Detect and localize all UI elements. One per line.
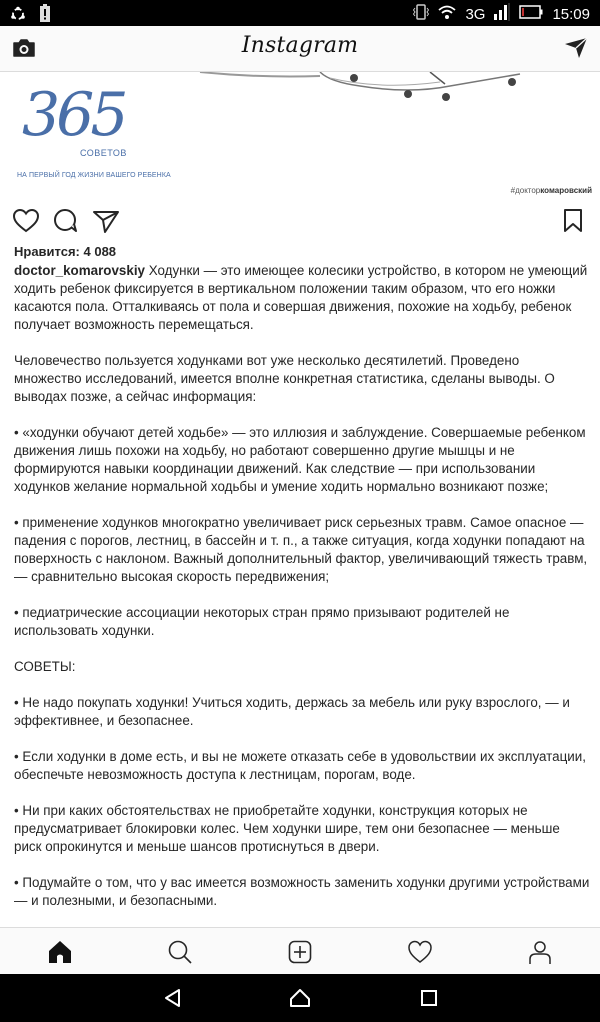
caption-paragraph: • «ходунки обучают детей ходьбе» — это иллюзия и заблуждение. Совершаемые ребенком движения лишь похожи на ходьбу, но работают совершенно другие мышцы и не формируются навыки координации движений. Как следствие — при использовании ходунков желание нормальной ходьбы и умение ходить нормально возникают позже; xyxy=(14,425,586,494)
back-icon xyxy=(163,988,183,1008)
logo-word: СОВЕТОВ xyxy=(80,148,127,158)
logo-number: 365 xyxy=(22,80,125,150)
clock: 15:09 xyxy=(552,5,590,23)
network-type: 3G xyxy=(465,5,486,23)
status-bar xyxy=(0,0,600,26)
direct-message-icon[interactable] xyxy=(564,37,588,64)
system-nav-bar xyxy=(0,974,600,1022)
post-actions xyxy=(0,200,600,240)
signal-icon xyxy=(494,3,510,25)
search-icon xyxy=(167,939,193,965)
sync-icon xyxy=(10,5,26,26)
caption-text: Ходунки — это имеющее колесики устройство, в котором не умеющий ходить ребенок фиксируется в вертикальном положении таким образом, что его ножки касаются пола. Отталкиваясь от пола и совершая движения, похожие на ходьбу, ребенок получает возможность перемещаться. xyxy=(14,263,588,332)
nav-home[interactable] xyxy=(45,938,75,966)
battery-low-icon xyxy=(519,5,543,23)
nav-new-post[interactable] xyxy=(285,938,315,966)
app-title: Instagram xyxy=(241,33,359,58)
username-link[interactable]: doctor_komarovskiy xyxy=(14,263,145,278)
vibrate-icon xyxy=(413,3,429,25)
likes-count[interactable]: Нравится: 4 088 xyxy=(14,244,117,259)
home-outline-icon xyxy=(289,988,311,1008)
365-tips-logo xyxy=(12,80,171,185)
heart-outline-icon xyxy=(407,939,433,965)
app-bar xyxy=(0,26,600,72)
recents-button[interactable] xyxy=(420,988,438,1013)
hashtag-bold: комаровский xyxy=(540,186,592,195)
wifi-icon xyxy=(438,4,456,24)
caption-paragraph: • Не надо покупать ходунки! Учиться ходить, держась за мебель или руку взрослого, — и эффективнее, и безопаснее. xyxy=(14,695,570,728)
caption-paragraph: Человечество пользуется ходунками вот уже несколько десятилетий. Проведено множество исследований, имеется вполне конкретная статистика, сделаны выводы. О выводах позже, а сейчас информация: xyxy=(14,353,555,404)
caption-paragraph xyxy=(14,262,590,334)
post-image[interactable] xyxy=(0,72,600,200)
logo-subtitle: НА ПЕРВЫЙ ГОД ЖИЗНИ ВАШЕГО РЕБЕНКА xyxy=(17,172,171,179)
back-button[interactable] xyxy=(163,988,183,1013)
post-caption xyxy=(14,262,590,928)
caption-paragraph: • Подумайте о том, что у вас имеется возможность заменить ходунки другими устройствами — и полезными, и безопасными. xyxy=(14,875,590,908)
nav-profile[interactable] xyxy=(525,938,555,966)
recents-icon xyxy=(420,988,438,1008)
hashtag-watermark xyxy=(511,186,592,195)
caption-paragraph: • Ни при каких обстоятельствах не приобретайте ходунки, конструкция которых не предусматривает блокировки колес. Чем ходунки шире, тем они безопаснее — меньше риск опрокинутся и меньше шансов протиснуться в двери. xyxy=(14,803,560,854)
nav-activity[interactable] xyxy=(405,938,435,966)
add-post-icon xyxy=(287,939,313,965)
caption-heading: СОВЕТЫ: xyxy=(14,659,76,674)
caption-paragraph: • Если ходунки в доме есть, и вы не можете отказать себе в удовольствии их эксплуатации, обеспечьте невозможность доступа к лестницам, порогам, воде. xyxy=(14,749,586,782)
bottom-nav xyxy=(0,927,600,974)
heart-icon[interactable] xyxy=(12,208,40,239)
caption-paragraph: • педиатрические ассоциации некоторых стран прямо призывают родителей не использовать ходунки. xyxy=(14,605,510,638)
caption-paragraph: • применение ходунков многократно увеличивает риск серьезных травм. Самое опасное — падения с порогов, лестниц, в бассейн и т. п., а также ситуация, когда ходунки попадают на поверхность с наклоном. Важный дополнительный фактор, увеличивающий тяжесть травм, — сравнительно высокая скорость передвижения; xyxy=(14,515,588,584)
bookmark-icon[interactable] xyxy=(562,208,584,239)
hashtag-prefix: #доктор xyxy=(510,186,541,195)
home-button[interactable] xyxy=(289,988,311,1013)
home-icon xyxy=(47,939,73,965)
share-icon[interactable] xyxy=(92,208,120,239)
battery-alert-icon xyxy=(40,4,50,27)
nav-search[interactable] xyxy=(165,938,195,966)
comment-icon[interactable] xyxy=(52,208,80,239)
profile-icon xyxy=(527,939,553,965)
